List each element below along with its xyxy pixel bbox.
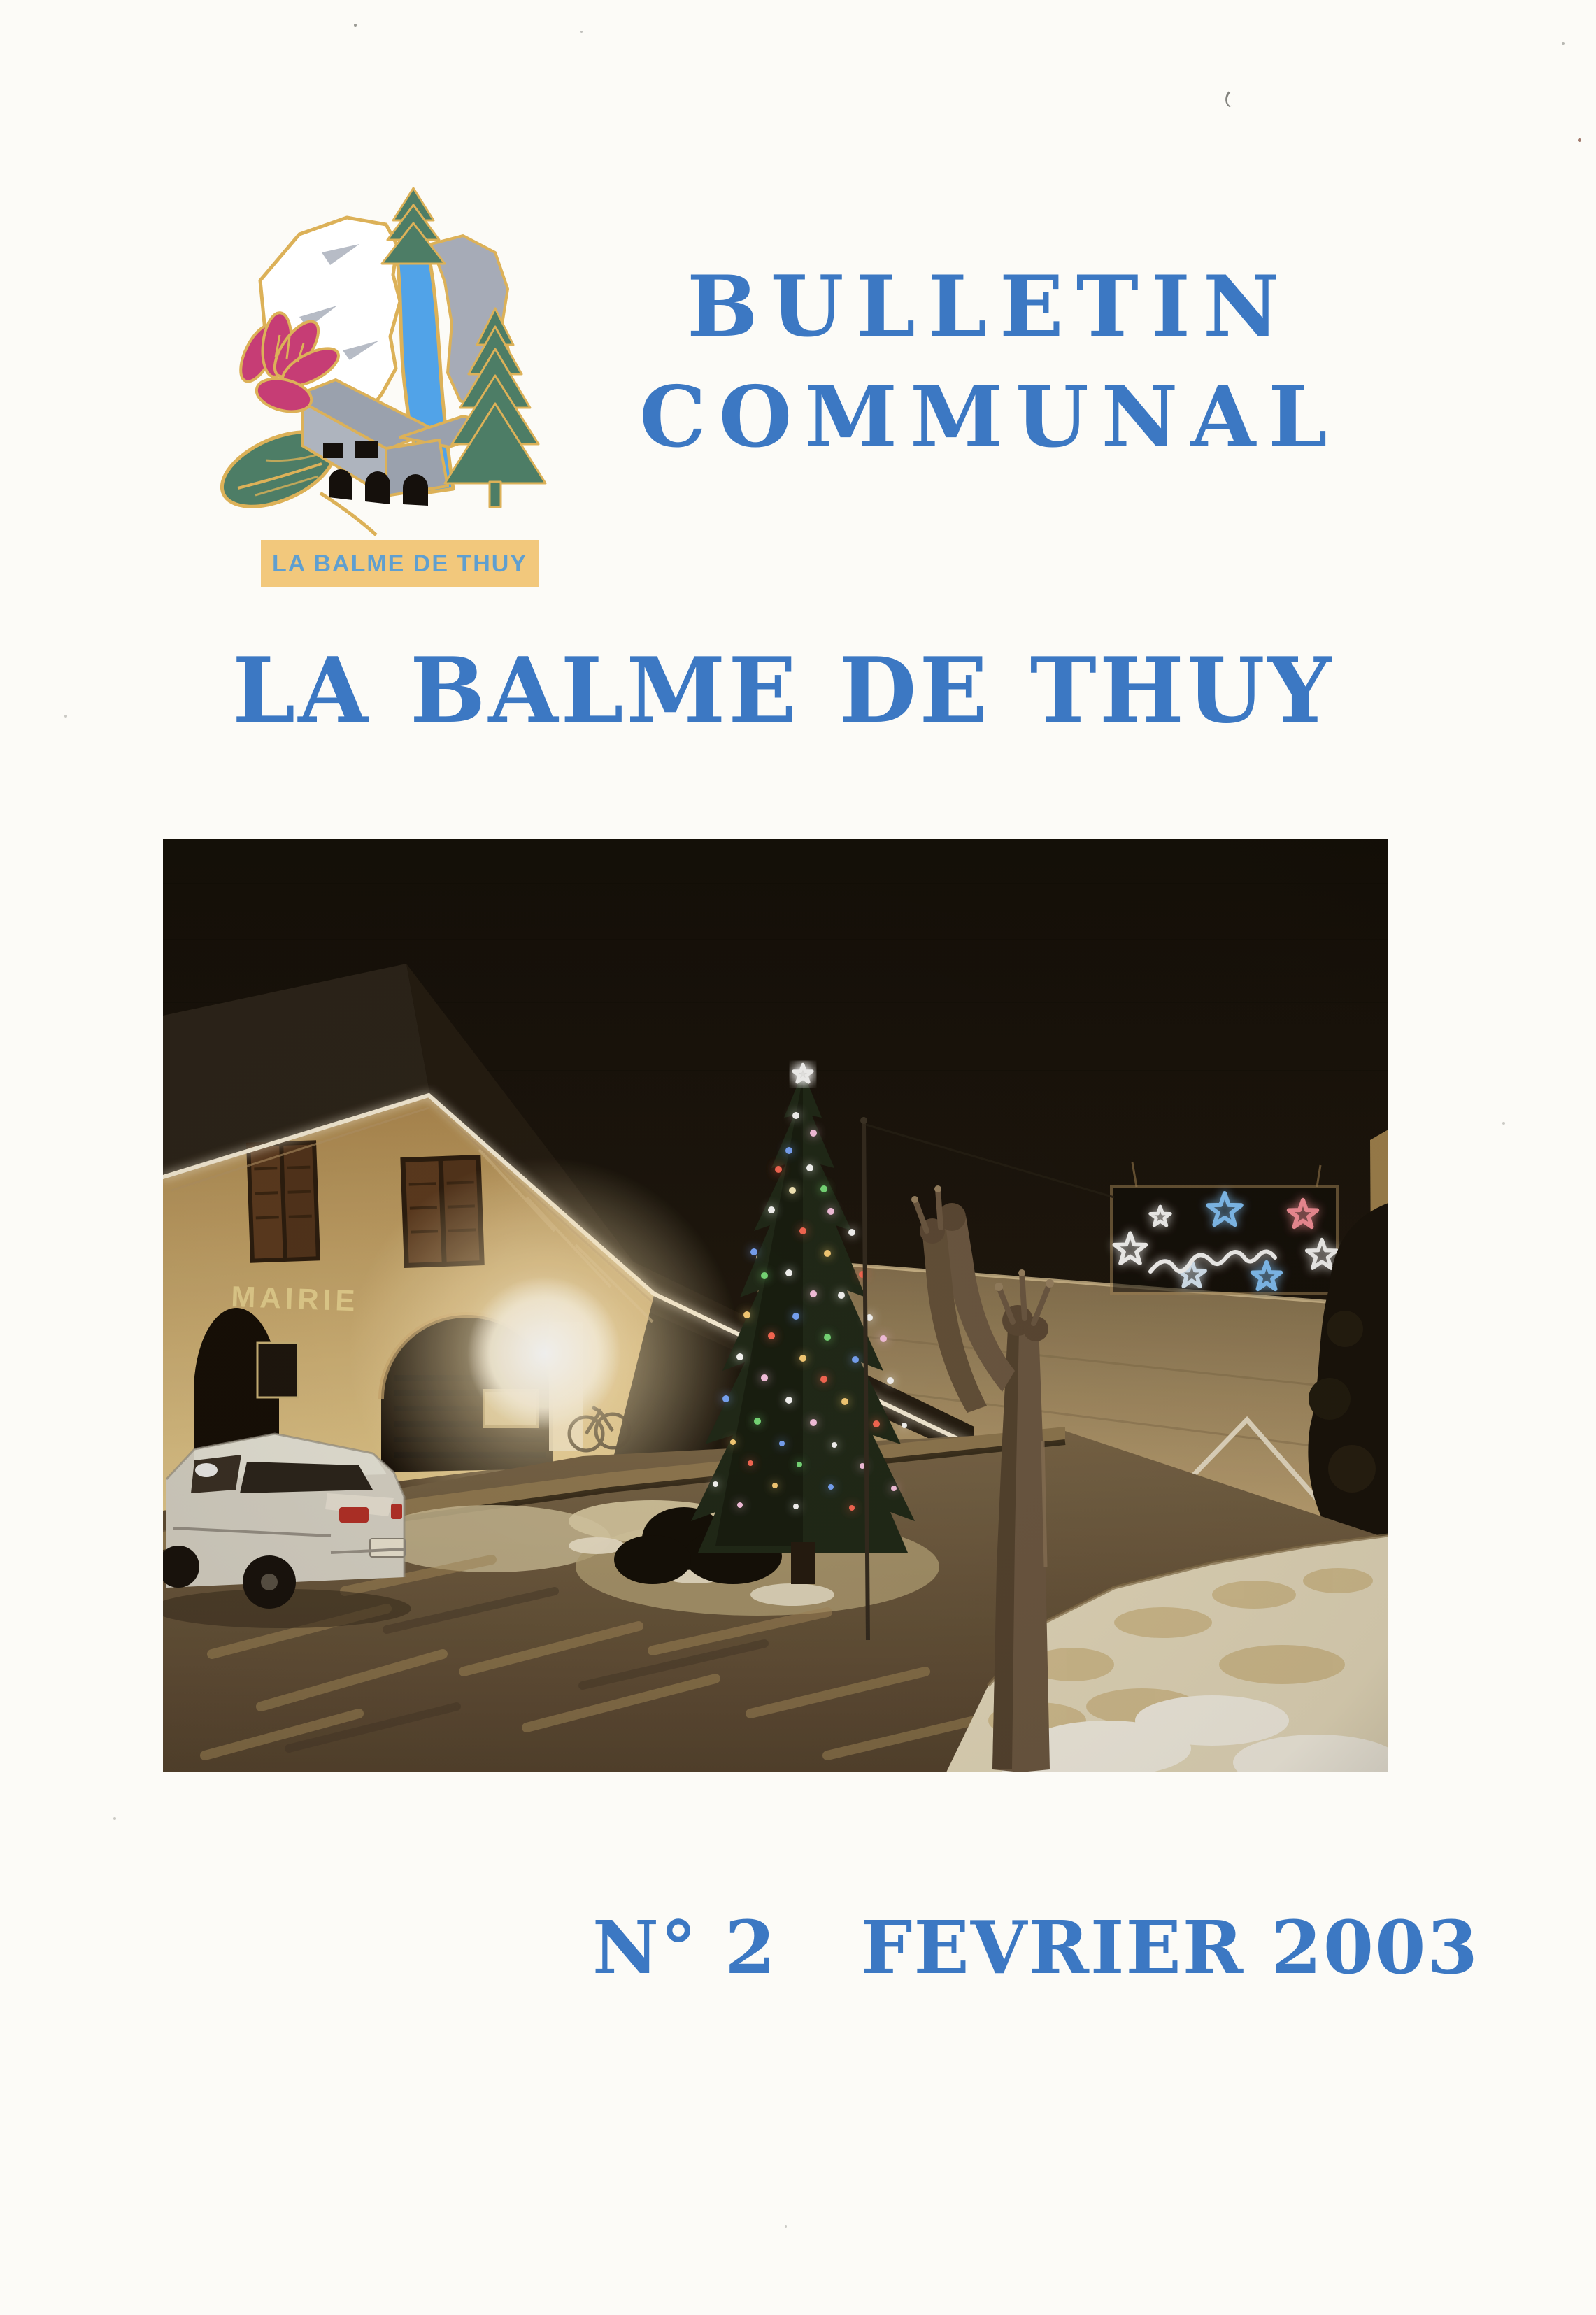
photo-scene xyxy=(163,839,1388,1772)
issue-line xyxy=(592,1899,1479,1997)
masthead-title-line2: COMMUNAL xyxy=(639,368,1340,466)
issue-number: N° 2 xyxy=(592,1904,777,1990)
pine-tree-small xyxy=(382,188,445,264)
masthead-title-line1: BULLETIN xyxy=(687,257,1292,356)
scan-mark xyxy=(1221,91,1237,107)
scan-speck xyxy=(113,1817,116,1820)
logo-banner xyxy=(261,540,539,587)
scan-speck xyxy=(785,2225,787,2228)
scan-speck xyxy=(580,31,583,33)
masthead xyxy=(605,252,1374,473)
village-square-photo xyxy=(163,839,1388,1772)
scan-speck xyxy=(1562,42,1565,45)
chalet-arches xyxy=(329,469,428,506)
commune-logo-graphic xyxy=(217,170,553,590)
scan-speck xyxy=(1578,138,1581,142)
page-title: LA BALME DE THUY xyxy=(232,639,1334,743)
scan-speck xyxy=(354,24,357,27)
issue-date: FEVRIER 2003 xyxy=(860,1904,1479,1990)
vignette xyxy=(163,839,1388,1772)
logo-banner-label: LA BALME DE THUY xyxy=(271,550,528,577)
commune-logo xyxy=(217,170,553,590)
scan-speck xyxy=(1502,1122,1505,1125)
